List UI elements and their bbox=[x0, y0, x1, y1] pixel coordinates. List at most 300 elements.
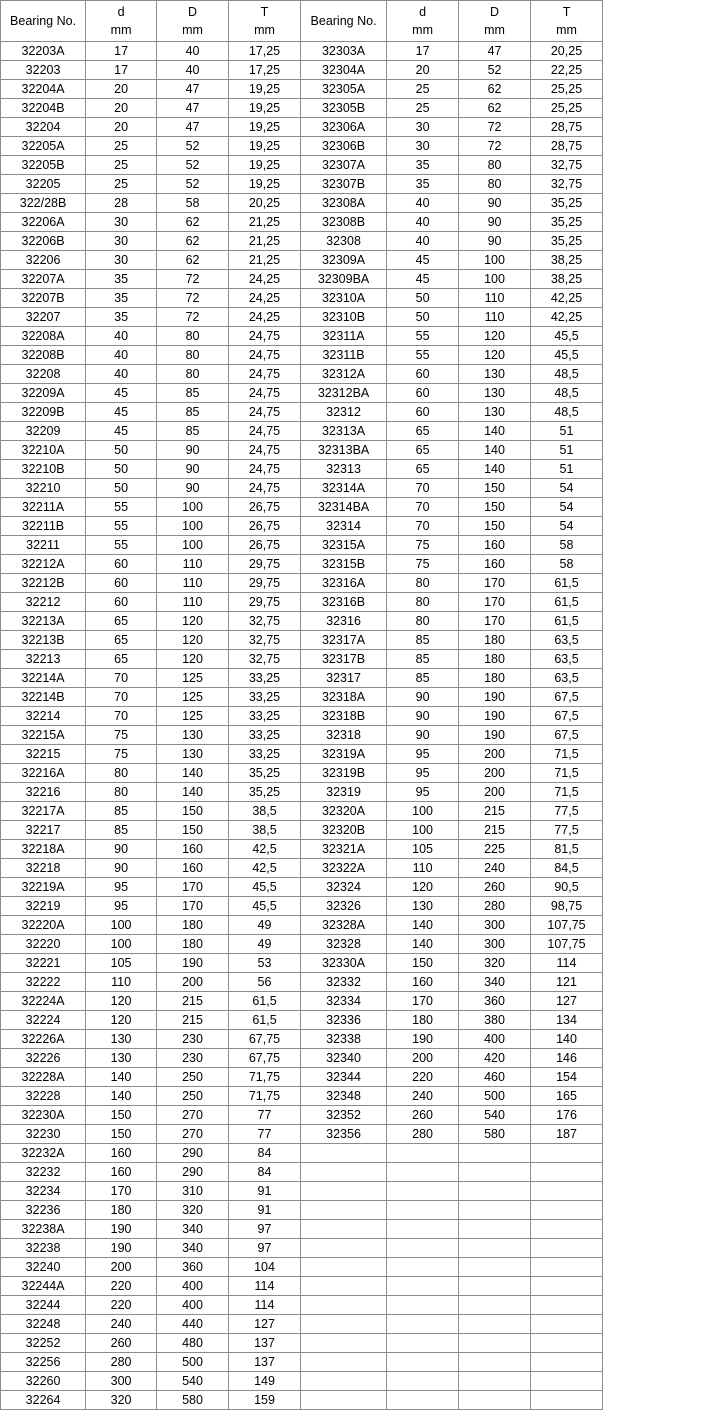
right-bearing-no-cell: 32312A bbox=[300, 365, 386, 384]
left-bearing-no-cell: 32248 bbox=[1, 1315, 86, 1334]
table-row bbox=[1, 327, 603, 346]
right-bore-d-cell: 70 bbox=[387, 498, 459, 517]
left-width-T-cell: 71,75 bbox=[229, 1087, 301, 1106]
left-bearing-no-cell: 32217A bbox=[1, 802, 86, 821]
right-width-T-cell: 32,75 bbox=[531, 156, 603, 175]
left-bearing-no-cell: 32238 bbox=[1, 1239, 86, 1258]
left-outer-D-cell: 320 bbox=[157, 1201, 229, 1220]
right-width-T-cell: 67,5 bbox=[531, 707, 603, 726]
right-bore-d-cell: 25 bbox=[387, 80, 459, 99]
left-bore-d-cell: 150 bbox=[86, 1106, 157, 1125]
right-width-T-cell: 63,5 bbox=[531, 650, 603, 669]
left-bore-d-cell: 100 bbox=[86, 916, 157, 935]
right-bearing-no-cell: 32308 bbox=[300, 232, 386, 251]
left-bore-d-cell: 45 bbox=[86, 403, 157, 422]
right-width-T-cell: 28,75 bbox=[531, 137, 603, 156]
right-width-T-cell bbox=[531, 1258, 603, 1277]
right-width-T-cell: 81,5 bbox=[531, 840, 603, 859]
left-width-T-cell: 61,5 bbox=[229, 1011, 301, 1030]
left-bore-d-cell: 70 bbox=[86, 707, 157, 726]
left-outer-D-cell: 130 bbox=[157, 745, 229, 764]
left-outer-D-cell: 80 bbox=[157, 365, 229, 384]
left-width-T-cell: 24,75 bbox=[229, 346, 301, 365]
left-width-T-cell: 38,5 bbox=[229, 821, 301, 840]
left-bore-d-cell: 20 bbox=[86, 80, 157, 99]
left-bearing-no-cell: 32220 bbox=[1, 935, 86, 954]
right-bore-d-cell bbox=[387, 1144, 459, 1163]
left-outer-D-cell: 250 bbox=[157, 1087, 229, 1106]
header-T-right: T mm bbox=[531, 1, 603, 42]
table-row bbox=[1, 536, 603, 555]
left-bearing-no-cell: 32205B bbox=[1, 156, 86, 175]
right-width-T-cell: 48,5 bbox=[531, 384, 603, 403]
right-bore-d-cell bbox=[387, 1334, 459, 1353]
left-bore-d-cell: 80 bbox=[86, 764, 157, 783]
right-width-T-cell bbox=[531, 1277, 603, 1296]
right-outer-D-cell: 120 bbox=[459, 346, 531, 365]
right-bearing-no-cell: 32315A bbox=[300, 536, 386, 555]
left-bore-d-cell: 60 bbox=[86, 555, 157, 574]
right-width-T-cell: 71,5 bbox=[531, 783, 603, 802]
right-outer-D-cell: 540 bbox=[459, 1106, 531, 1125]
left-width-T-cell: 19,25 bbox=[229, 80, 301, 99]
table-row bbox=[1, 118, 603, 137]
right-outer-D-cell: 420 bbox=[459, 1049, 531, 1068]
right-bearing-no-cell: 32319A bbox=[300, 745, 386, 764]
right-bearing-no-cell: 32356 bbox=[300, 1125, 386, 1144]
table-row bbox=[1, 897, 603, 916]
right-bore-d-cell: 40 bbox=[387, 213, 459, 232]
table-row bbox=[1, 156, 603, 175]
table-row bbox=[1, 802, 603, 821]
right-bore-d-cell: 70 bbox=[387, 517, 459, 536]
left-outer-D-cell: 215 bbox=[157, 992, 229, 1011]
right-outer-D-cell: 380 bbox=[459, 1011, 531, 1030]
left-bore-d-cell: 90 bbox=[86, 859, 157, 878]
left-bore-d-cell: 50 bbox=[86, 441, 157, 460]
left-outer-D-cell: 40 bbox=[157, 61, 229, 80]
left-width-T-cell: 49 bbox=[229, 916, 301, 935]
left-bore-d-cell: 30 bbox=[86, 232, 157, 251]
left-width-T-cell: 21,25 bbox=[229, 232, 301, 251]
table-row bbox=[1, 1106, 603, 1125]
right-bearing-no-cell: 32336 bbox=[300, 1011, 386, 1030]
left-width-T-cell: 33,25 bbox=[229, 688, 301, 707]
left-bearing-no-cell: 32212B bbox=[1, 574, 86, 593]
left-bore-d-cell: 190 bbox=[86, 1239, 157, 1258]
right-width-T-cell: 54 bbox=[531, 517, 603, 536]
right-bore-d-cell bbox=[387, 1391, 459, 1410]
left-bore-d-cell: 75 bbox=[86, 745, 157, 764]
left-bearing-no-cell: 32204A bbox=[1, 80, 86, 99]
right-outer-D-cell: 225 bbox=[459, 840, 531, 859]
right-bore-d-cell bbox=[387, 1315, 459, 1334]
right-bearing-no-cell: 32322A bbox=[300, 859, 386, 878]
table-row bbox=[1, 821, 603, 840]
right-outer-D-cell: 190 bbox=[459, 707, 531, 726]
right-outer-D-cell: 72 bbox=[459, 118, 531, 137]
right-bearing-no-cell: 32306A bbox=[300, 118, 386, 137]
left-bore-d-cell: 70 bbox=[86, 669, 157, 688]
left-width-T-cell: 19,25 bbox=[229, 156, 301, 175]
left-width-T-cell: 137 bbox=[229, 1334, 301, 1353]
left-width-T-cell: 77 bbox=[229, 1106, 301, 1125]
left-bore-d-cell: 25 bbox=[86, 156, 157, 175]
left-width-T-cell: 56 bbox=[229, 973, 301, 992]
table-row bbox=[1, 175, 603, 194]
left-bearing-no-cell: 32244A bbox=[1, 1277, 86, 1296]
left-outer-D-cell: 130 bbox=[157, 726, 229, 745]
left-width-T-cell: 67,75 bbox=[229, 1030, 301, 1049]
left-width-T-cell: 67,75 bbox=[229, 1049, 301, 1068]
right-bore-d-cell: 170 bbox=[387, 992, 459, 1011]
left-width-T-cell: 97 bbox=[229, 1220, 301, 1239]
right-width-T-cell: 77,5 bbox=[531, 802, 603, 821]
table-row bbox=[1, 80, 603, 99]
left-width-T-cell: 61,5 bbox=[229, 992, 301, 1011]
right-bore-d-cell: 60 bbox=[387, 384, 459, 403]
left-bearing-no-cell: 32260 bbox=[1, 1372, 86, 1391]
left-outer-D-cell: 540 bbox=[157, 1372, 229, 1391]
left-bearing-no-cell: 32210 bbox=[1, 479, 86, 498]
right-bore-d-cell: 65 bbox=[387, 422, 459, 441]
right-bore-d-cell: 65 bbox=[387, 441, 459, 460]
table-row bbox=[1, 270, 603, 289]
table-row bbox=[1, 992, 603, 1011]
left-bore-d-cell: 40 bbox=[86, 365, 157, 384]
right-bearing-no-cell: 32317B bbox=[300, 650, 386, 669]
left-width-T-cell: 53 bbox=[229, 954, 301, 973]
right-outer-D-cell: 140 bbox=[459, 460, 531, 479]
table-row bbox=[1, 1391, 603, 1410]
left-bearing-no-cell: 32264 bbox=[1, 1391, 86, 1410]
right-bore-d-cell: 95 bbox=[387, 764, 459, 783]
right-bearing-no-cell: 32328A bbox=[300, 916, 386, 935]
right-bore-d-cell: 65 bbox=[387, 460, 459, 479]
right-bearing-no-cell: 32305A bbox=[300, 80, 386, 99]
right-bore-d-cell: 100 bbox=[387, 821, 459, 840]
right-outer-D-cell: 320 bbox=[459, 954, 531, 973]
left-bore-d-cell: 60 bbox=[86, 574, 157, 593]
right-bearing-no-cell: 32309BA bbox=[300, 270, 386, 289]
right-outer-D-cell: 170 bbox=[459, 574, 531, 593]
left-bearing-no-cell: 32212A bbox=[1, 555, 86, 574]
left-outer-D-cell: 290 bbox=[157, 1163, 229, 1182]
left-outer-D-cell: 85 bbox=[157, 384, 229, 403]
right-width-T-cell: 38,25 bbox=[531, 251, 603, 270]
right-outer-D-cell: 140 bbox=[459, 422, 531, 441]
left-bearing-no-cell: 32215 bbox=[1, 745, 86, 764]
table-row bbox=[1, 1372, 603, 1391]
right-width-T-cell: 146 bbox=[531, 1049, 603, 1068]
table-row bbox=[1, 859, 603, 878]
right-outer-D-cell: 62 bbox=[459, 99, 531, 118]
table-row bbox=[1, 1315, 603, 1334]
left-outer-D-cell: 120 bbox=[157, 631, 229, 650]
left-bore-d-cell: 65 bbox=[86, 631, 157, 650]
left-bearing-no-cell: 32219 bbox=[1, 897, 86, 916]
right-bearing-no-cell: 32312 bbox=[300, 403, 386, 422]
left-bore-d-cell: 55 bbox=[86, 517, 157, 536]
right-width-T-cell bbox=[531, 1144, 603, 1163]
right-outer-D-cell bbox=[459, 1220, 531, 1239]
right-width-T-cell: 71,5 bbox=[531, 764, 603, 783]
right-width-T-cell: 35,25 bbox=[531, 232, 603, 251]
right-bearing-no-cell: 32307A bbox=[300, 156, 386, 175]
left-bore-d-cell: 35 bbox=[86, 308, 157, 327]
left-outer-D-cell: 340 bbox=[157, 1239, 229, 1258]
left-outer-D-cell: 47 bbox=[157, 118, 229, 137]
right-bore-d-cell: 75 bbox=[387, 536, 459, 555]
right-width-T-cell: 45,5 bbox=[531, 346, 603, 365]
right-width-T-cell: 84,5 bbox=[531, 859, 603, 878]
right-width-T-cell: 107,75 bbox=[531, 935, 603, 954]
left-bearing-no-cell: 32213 bbox=[1, 650, 86, 669]
right-width-T-cell: 176 bbox=[531, 1106, 603, 1125]
table-row bbox=[1, 1144, 603, 1163]
left-outer-D-cell: 125 bbox=[157, 669, 229, 688]
right-outer-D-cell: 190 bbox=[459, 688, 531, 707]
table-row bbox=[1, 194, 603, 213]
left-width-T-cell: 42,5 bbox=[229, 840, 301, 859]
right-bearing-no-cell bbox=[300, 1239, 386, 1258]
left-outer-D-cell: 170 bbox=[157, 878, 229, 897]
left-bore-d-cell: 240 bbox=[86, 1315, 157, 1334]
left-bore-d-cell: 50 bbox=[86, 460, 157, 479]
left-outer-D-cell: 190 bbox=[157, 954, 229, 973]
right-bearing-no-cell: 32313A bbox=[300, 422, 386, 441]
left-outer-D-cell: 85 bbox=[157, 403, 229, 422]
right-outer-D-cell: 180 bbox=[459, 631, 531, 650]
left-outer-D-cell: 170 bbox=[157, 897, 229, 916]
left-outer-D-cell: 270 bbox=[157, 1125, 229, 1144]
right-width-T-cell: 61,5 bbox=[531, 593, 603, 612]
left-bearing-no-cell: 32232 bbox=[1, 1163, 86, 1182]
left-bore-d-cell: 45 bbox=[86, 384, 157, 403]
right-outer-D-cell: 110 bbox=[459, 308, 531, 327]
table-row bbox=[1, 669, 603, 688]
right-bearing-no-cell: 32320B bbox=[300, 821, 386, 840]
right-bearing-no-cell: 32344 bbox=[300, 1068, 386, 1087]
left-outer-D-cell: 110 bbox=[157, 574, 229, 593]
right-bore-d-cell bbox=[387, 1258, 459, 1277]
right-outer-D-cell: 500 bbox=[459, 1087, 531, 1106]
right-bore-d-cell: 95 bbox=[387, 783, 459, 802]
left-bore-d-cell: 17 bbox=[86, 61, 157, 80]
left-bore-d-cell: 25 bbox=[86, 175, 157, 194]
right-width-T-cell: 22,25 bbox=[531, 61, 603, 80]
left-width-T-cell: 24,75 bbox=[229, 460, 301, 479]
left-bore-d-cell: 65 bbox=[86, 612, 157, 631]
left-width-T-cell: 24,75 bbox=[229, 327, 301, 346]
table-row bbox=[1, 137, 603, 156]
left-bore-d-cell: 100 bbox=[86, 935, 157, 954]
right-width-T-cell: 154 bbox=[531, 1068, 603, 1087]
right-width-T-cell bbox=[531, 1201, 603, 1220]
left-bearing-no-cell: 32216A bbox=[1, 764, 86, 783]
right-bearing-no-cell bbox=[300, 1296, 386, 1315]
left-bore-d-cell: 25 bbox=[86, 137, 157, 156]
left-bore-d-cell: 280 bbox=[86, 1353, 157, 1372]
table-row bbox=[1, 308, 603, 327]
right-bore-d-cell: 85 bbox=[387, 650, 459, 669]
left-outer-D-cell: 110 bbox=[157, 555, 229, 574]
right-bearing-no-cell: 32303A bbox=[300, 42, 386, 61]
right-width-T-cell: 35,25 bbox=[531, 213, 603, 232]
right-width-T-cell bbox=[531, 1163, 603, 1182]
left-bore-d-cell: 140 bbox=[86, 1068, 157, 1087]
left-bearing-no-cell: 32209B bbox=[1, 403, 86, 422]
right-bearing-no-cell: 32330A bbox=[300, 954, 386, 973]
left-bearing-no-cell: 32240 bbox=[1, 1258, 86, 1277]
header-d-left: d mm bbox=[86, 1, 157, 42]
right-bore-d-cell: 45 bbox=[387, 251, 459, 270]
right-width-T-cell: 63,5 bbox=[531, 669, 603, 688]
right-bearing-no-cell bbox=[300, 1353, 386, 1372]
left-bearing-no-cell: 32234 bbox=[1, 1182, 86, 1201]
left-bearing-no-cell: 32204B bbox=[1, 99, 86, 118]
right-bearing-no-cell: 32334 bbox=[300, 992, 386, 1011]
left-bearing-no-cell: 32206A bbox=[1, 213, 86, 232]
table-row bbox=[1, 1049, 603, 1068]
left-width-T-cell: 17,25 bbox=[229, 61, 301, 80]
left-bearing-no-cell: 32206B bbox=[1, 232, 86, 251]
right-outer-D-cell: 240 bbox=[459, 859, 531, 878]
left-bearing-no-cell: 32211B bbox=[1, 517, 86, 536]
right-bearing-no-cell: 32326 bbox=[300, 897, 386, 916]
left-width-T-cell: 91 bbox=[229, 1182, 301, 1201]
right-outer-D-cell: 90 bbox=[459, 232, 531, 251]
left-bore-d-cell: 28 bbox=[86, 194, 157, 213]
table-row bbox=[1, 1087, 603, 1106]
left-bore-d-cell: 140 bbox=[86, 1087, 157, 1106]
right-width-T-cell: 67,5 bbox=[531, 688, 603, 707]
right-bearing-no-cell bbox=[300, 1372, 386, 1391]
right-bore-d-cell: 160 bbox=[387, 973, 459, 992]
right-bore-d-cell bbox=[387, 1182, 459, 1201]
left-bearing-no-cell: 32203 bbox=[1, 61, 86, 80]
table-row bbox=[1, 289, 603, 308]
left-width-T-cell: 19,25 bbox=[229, 137, 301, 156]
right-bore-d-cell: 190 bbox=[387, 1030, 459, 1049]
table-row bbox=[1, 42, 603, 61]
left-bore-d-cell: 130 bbox=[86, 1049, 157, 1068]
left-bore-d-cell: 17 bbox=[86, 42, 157, 61]
right-bearing-no-cell bbox=[300, 1391, 386, 1410]
right-width-T-cell: 48,5 bbox=[531, 403, 603, 422]
right-outer-D-cell bbox=[459, 1239, 531, 1258]
left-bearing-no-cell: 32244 bbox=[1, 1296, 86, 1315]
right-outer-D-cell: 160 bbox=[459, 555, 531, 574]
left-outer-D-cell: 90 bbox=[157, 479, 229, 498]
left-bearing-no-cell: 32228 bbox=[1, 1087, 86, 1106]
left-outer-D-cell: 150 bbox=[157, 821, 229, 840]
left-outer-D-cell: 500 bbox=[157, 1353, 229, 1372]
right-bearing-no-cell: 32318B bbox=[300, 707, 386, 726]
right-bore-d-cell bbox=[387, 1372, 459, 1391]
right-bearing-no-cell: 32328 bbox=[300, 935, 386, 954]
table-header bbox=[1, 1, 603, 42]
left-outer-D-cell: 140 bbox=[157, 764, 229, 783]
right-bore-d-cell: 55 bbox=[387, 327, 459, 346]
right-bore-d-cell bbox=[387, 1353, 459, 1372]
table-row bbox=[1, 517, 603, 536]
right-outer-D-cell: 47 bbox=[459, 42, 531, 61]
left-bearing-no-cell: 32209A bbox=[1, 384, 86, 403]
left-outer-D-cell: 90 bbox=[157, 441, 229, 460]
right-bearing-no-cell bbox=[300, 1201, 386, 1220]
left-width-T-cell: 24,25 bbox=[229, 270, 301, 289]
left-bearing-no-cell: 32222 bbox=[1, 973, 86, 992]
header-bearing-no-right: Bearing No. bbox=[300, 1, 386, 42]
left-outer-D-cell: 72 bbox=[157, 289, 229, 308]
right-width-T-cell: 114 bbox=[531, 954, 603, 973]
left-bore-d-cell: 120 bbox=[86, 992, 157, 1011]
left-width-T-cell: 45,5 bbox=[229, 897, 301, 916]
right-bore-d-cell: 80 bbox=[387, 593, 459, 612]
left-bore-d-cell: 160 bbox=[86, 1144, 157, 1163]
right-outer-D-cell: 400 bbox=[459, 1030, 531, 1049]
table-row bbox=[1, 783, 603, 802]
right-outer-D-cell: 180 bbox=[459, 650, 531, 669]
right-width-T-cell bbox=[531, 1182, 603, 1201]
right-bearing-no-cell: 32316A bbox=[300, 574, 386, 593]
right-bore-d-cell: 80 bbox=[387, 612, 459, 631]
right-bore-d-cell: 220 bbox=[387, 1068, 459, 1087]
left-bearing-no-cell: 32226 bbox=[1, 1049, 86, 1068]
right-width-T-cell: 25,25 bbox=[531, 99, 603, 118]
left-bore-d-cell: 95 bbox=[86, 878, 157, 897]
right-width-T-cell: 140 bbox=[531, 1030, 603, 1049]
left-outer-D-cell: 120 bbox=[157, 612, 229, 631]
right-outer-D-cell: 140 bbox=[459, 441, 531, 460]
right-bearing-no-cell bbox=[300, 1163, 386, 1182]
right-bearing-no-cell: 32309A bbox=[300, 251, 386, 270]
left-outer-D-cell: 52 bbox=[157, 156, 229, 175]
left-bore-d-cell: 160 bbox=[86, 1163, 157, 1182]
right-bore-d-cell: 20 bbox=[387, 61, 459, 80]
left-bore-d-cell: 55 bbox=[86, 536, 157, 555]
left-width-T-cell: 24,75 bbox=[229, 365, 301, 384]
right-outer-D-cell: 170 bbox=[459, 593, 531, 612]
left-bore-d-cell: 45 bbox=[86, 422, 157, 441]
right-bore-d-cell: 75 bbox=[387, 555, 459, 574]
left-width-T-cell: 24,25 bbox=[229, 308, 301, 327]
left-bore-d-cell: 40 bbox=[86, 346, 157, 365]
right-bearing-no-cell bbox=[300, 1334, 386, 1353]
table-row bbox=[1, 574, 603, 593]
right-outer-D-cell: 130 bbox=[459, 365, 531, 384]
left-bearing-no-cell: 32207 bbox=[1, 308, 86, 327]
right-outer-D-cell bbox=[459, 1315, 531, 1334]
left-bearing-no-cell: 32217 bbox=[1, 821, 86, 840]
right-outer-D-cell: 300 bbox=[459, 935, 531, 954]
right-outer-D-cell: 100 bbox=[459, 251, 531, 270]
right-bore-d-cell bbox=[387, 1163, 459, 1182]
right-width-T-cell: 51 bbox=[531, 441, 603, 460]
left-bearing-no-cell: 32215A bbox=[1, 726, 86, 745]
table-row bbox=[1, 593, 603, 612]
right-width-T-cell: 54 bbox=[531, 498, 603, 517]
right-bearing-no-cell: 32313 bbox=[300, 460, 386, 479]
right-outer-D-cell: 100 bbox=[459, 270, 531, 289]
table-row bbox=[1, 1258, 603, 1277]
table-row bbox=[1, 631, 603, 650]
right-width-T-cell bbox=[531, 1296, 603, 1315]
right-bearing-no-cell: 32318A bbox=[300, 688, 386, 707]
left-bore-d-cell: 130 bbox=[86, 1030, 157, 1049]
left-bearing-no-cell: 32219A bbox=[1, 878, 86, 897]
